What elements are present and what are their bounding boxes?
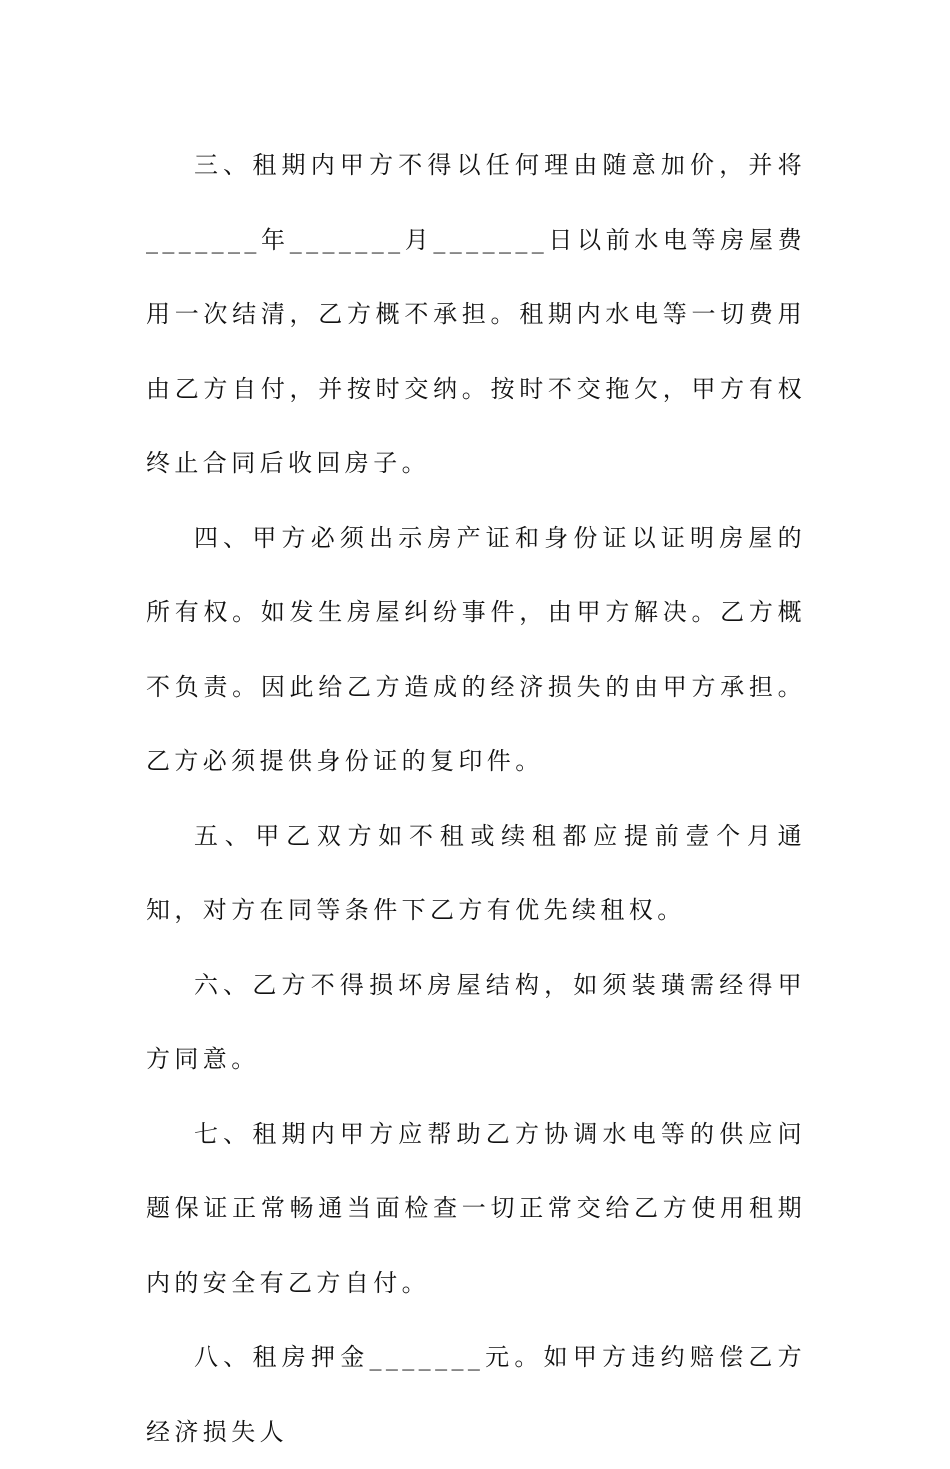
contract-text-body [146, 128, 806, 1469]
clause-6-paragraph: 六、乙方不得损坏房屋结构，如须装璜需经得甲方同意。 [146, 970, 806, 1073]
clause-3-paragraph: 三、租期内甲方不得以任何理由随意加价，并将_______年_______月_______日以前水电等房屋费用一次结清，乙方概不承担。租期内水电等一切费用由乙方自付，并按时交纳。按时不交拖欠，甲方有权终止合同后收回房子。 [146, 151, 806, 477]
clause-7-paragraph: 七、租期内甲方应帮助乙方协调水电等的供应问题保证正常畅通当面检查一切正常交给乙方使用租期内的安全有乙方自付。 [146, 1119, 806, 1297]
clause-8-paragraph: 八、租房押金_______元。如甲方违约赔偿乙方经济损失人 [146, 1343, 806, 1446]
clause-4-paragraph: 四、甲方必须出示房产证和身份证以证明房屋的所有权。如发生房屋纠纷事件，由甲方解决。乙方概不负责。因此给乙方造成的经济损失的由甲方承担。乙方必须提供身份证的复印件。 [146, 523, 806, 775]
clause-5-paragraph: 五、甲乙双方如不租或续租都应提前壹个月通知，对方在同等条件下乙方有优先续租权。 [146, 821, 806, 924]
